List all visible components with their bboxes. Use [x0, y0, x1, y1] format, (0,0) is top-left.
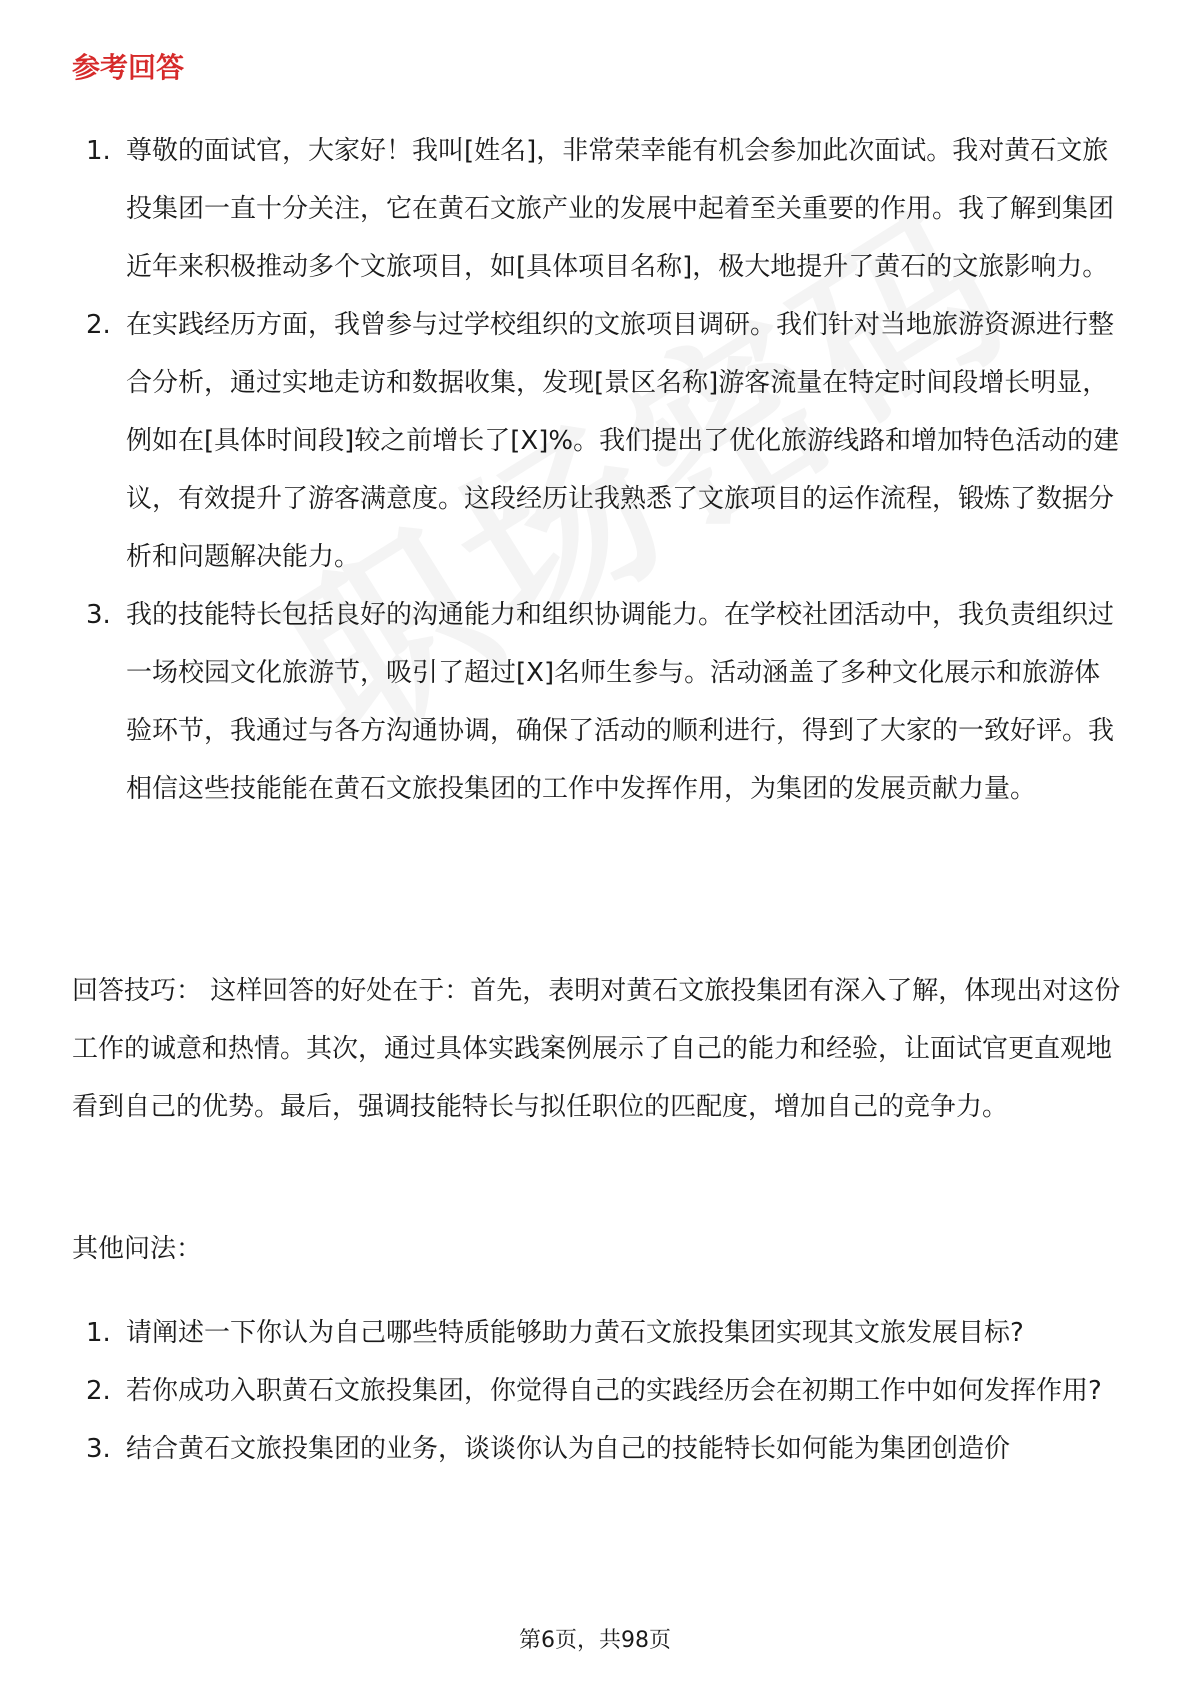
question-text: 若你成功入职黄石文旅投集团，你觉得自己的实践经历会在初期工作中如何发挥作用? [126, 1376, 1102, 1406]
answer-number: 2. [86, 310, 111, 340]
answer-text: 我的技能特长包括良好的沟通能力和组织协调能力。在学校社团活动中，我负责组织过一场校园文化旅游节，吸引了超过[X]名师生参与。活动涵盖了多种文化展示和旅游体验环节，我通过与各方沟通协调，确保了活动的顺利进行，得到了大家的一致好评。我相信这些技能能在黄石文旅投集团的工作中发挥作用，为集团的发展贡献力量。 [126, 600, 1115, 804]
answer-list [72, 122, 1122, 818]
answer-number: 1. [86, 136, 111, 166]
question-text: 请阐述一下你认为自己哪些特质能够助力黄石文旅投集团实现其文旅发展目标? [126, 1318, 1024, 1348]
answer-tips: 回答技巧： 这样回答的好处在于：首先，表明对黄石文旅投集团有深入了解，体现出对这份工作的诚意和热情。其次，通过具体实践案例展示了自己的能力和经验，让面试官更直观地看到自己的优势。最后，强调技能特长与拟任职位的匹配度，增加自己的竞争力。 [72, 976, 1121, 1122]
answer-text: 尊敬的面试官，大家好！我叫[姓名]，非常荣幸能有机会参加此次面试。我对黄石文旅投集团一直十分关注，它在黄石文旅产业的发展中起着至关重要的作用。我了解到集团近年来积极推动多个文旅项目，如[具体项目名称]，极大地提升了黄石的文旅影响力。 [126, 136, 1115, 282]
section-title: 参考回答 [72, 51, 185, 84]
page-footer: 第6页，共98页 [519, 1628, 671, 1653]
answer-item [72, 296, 1122, 586]
answer-item [72, 122, 1122, 296]
question-item [72, 1362, 1122, 1420]
question-item [72, 1420, 1122, 1478]
question-number: 3. [86, 1434, 111, 1464]
question-item [72, 1304, 1122, 1362]
answer-text: 在实践经历方面，我曾参与过学校组织的文旅项目调研。我们针对当地旅游资源进行整合分析，通过实地走访和数据收集，发现[景区名称]游客流量在特定时间段增长明显，例如在[具体时间段]较之前增长了[X]%。我们提出了优化旅游线路和增加特色活动的建议，有效提升了游客满意度。这段经历让我熟悉了文旅项目的运作流程，锻炼了数据分析和问题解决能力。 [126, 310, 1120, 572]
answer-number: 3. [86, 600, 111, 630]
other-questions-list [72, 1304, 1122, 1478]
question-number: 1. [86, 1318, 111, 1348]
answer-item [72, 586, 1122, 818]
question-text: 结合黄石文旅投集团的业务，谈谈你认为自己的技能特长如何能为集团创造价 [126, 1434, 1011, 1464]
question-number: 2. [86, 1376, 111, 1406]
other-questions-title: 其他问法： [72, 1234, 203, 1264]
